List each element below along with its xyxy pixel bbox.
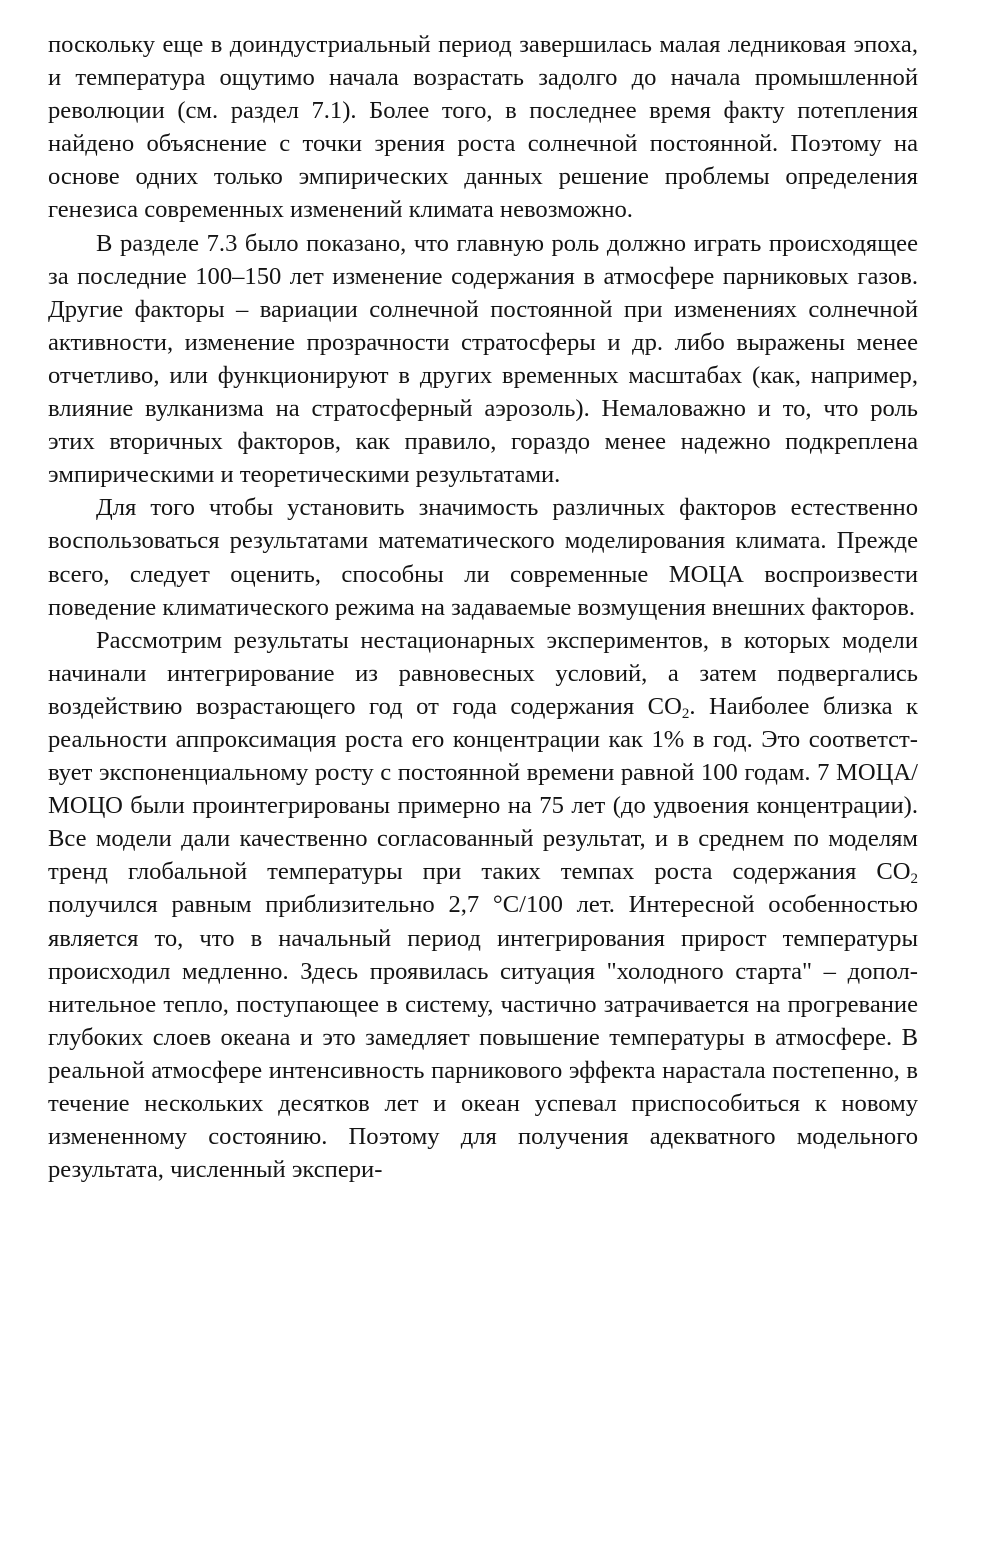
text-run: В разделе 7.3 было показано, что главную роль должно играть происходящее за последние 100–150 лет изменение содержания в атмосфере парниковых газов. Другие факторы – вариации солнечной постоянной при изменениях солнечной активности, изменение прозрачности стратосферы и др. либо выражены менее отчетливо, или функционируют в других временных масштабах (как, например, влияние вулканизма на стратосферный аэрозоль). Немаловажно и то, что роль этих вторичных факторов, как правило, гораздо менее надежно подкреплена эмпирическими и теоретическими результатами.: [48, 229, 918, 489]
text-run: Для того чтобы установить значимость различных факторов естественно воспользоваться результатами математического моделирования климата. Прежде всего, следует оценить, способны ли современные МОЦА воспроизвести поведение климатического режима на задаваемые возмущения внешних факторов.: [48, 494, 918, 621]
document-page: [48, 28, 918, 1186]
text-run: поскольку еще в доиндустриальный период завершилась малая ледниковая эпоха, и температура ощутимо начала возрастать задолго до начала промышленной революции (см. раздел 7.1). Более того, в последнее время факту потепления найдено объяснение с точки зрения роста солнечной постоянной. Поэтому на основе одних только эмпирических данных решение проблемы определения генезиса современных изменений климата невозможно.: [48, 31, 918, 224]
paragraph: [48, 28, 918, 227]
text-run: Рассмотрим результаты нестационарных экспериментов, в которых модели начинали интегрирование из равновесных условий, а затем подвергались воздействию возрастающего год от года содержания CO: [48, 626, 918, 720]
paragraph: [48, 491, 918, 623]
text-run: получился равным приблизительно 2,7 °С/100 лет. Интересной особенностью является то, что в начальный период интегрирования прирост температуры происходил медленно. Здесь проявилась ситуация "холодного старта" – дополнительное тепло, поступающее в систему, частично затрачивается на прогревание глубоких слоев океана и это замедляет повышение температуры в атмосфере. В реальной атмосфере интенсивность парникового эффекта нарастала постепенно, в течение нескольких десятков лет и океан успевал приспособиться к новому измененному состоянию. Поэтому для получения адекватного модельного результата, численный экспери-: [48, 891, 918, 1184]
subscript-text: 2: [910, 871, 918, 888]
paragraph: [48, 624, 918, 1187]
text-run: . Наиболее близка к реальности аппроксимация роста его концентрации как 1% в год. Это соответствует экспоненциальному росту с постоянной времени равной 100 годам. 7 МОЦА/МОЦО были проинтегрированы примерно на 75 лет (до удвоения концентрации). Все модели дали качественно согласованный результат, и в среднем по моделям тренд глобальной температуры при таких темпах роста содержания CO: [48, 692, 919, 886]
paragraph: [48, 227, 918, 492]
subscript-text: 2: [681, 705, 690, 722]
